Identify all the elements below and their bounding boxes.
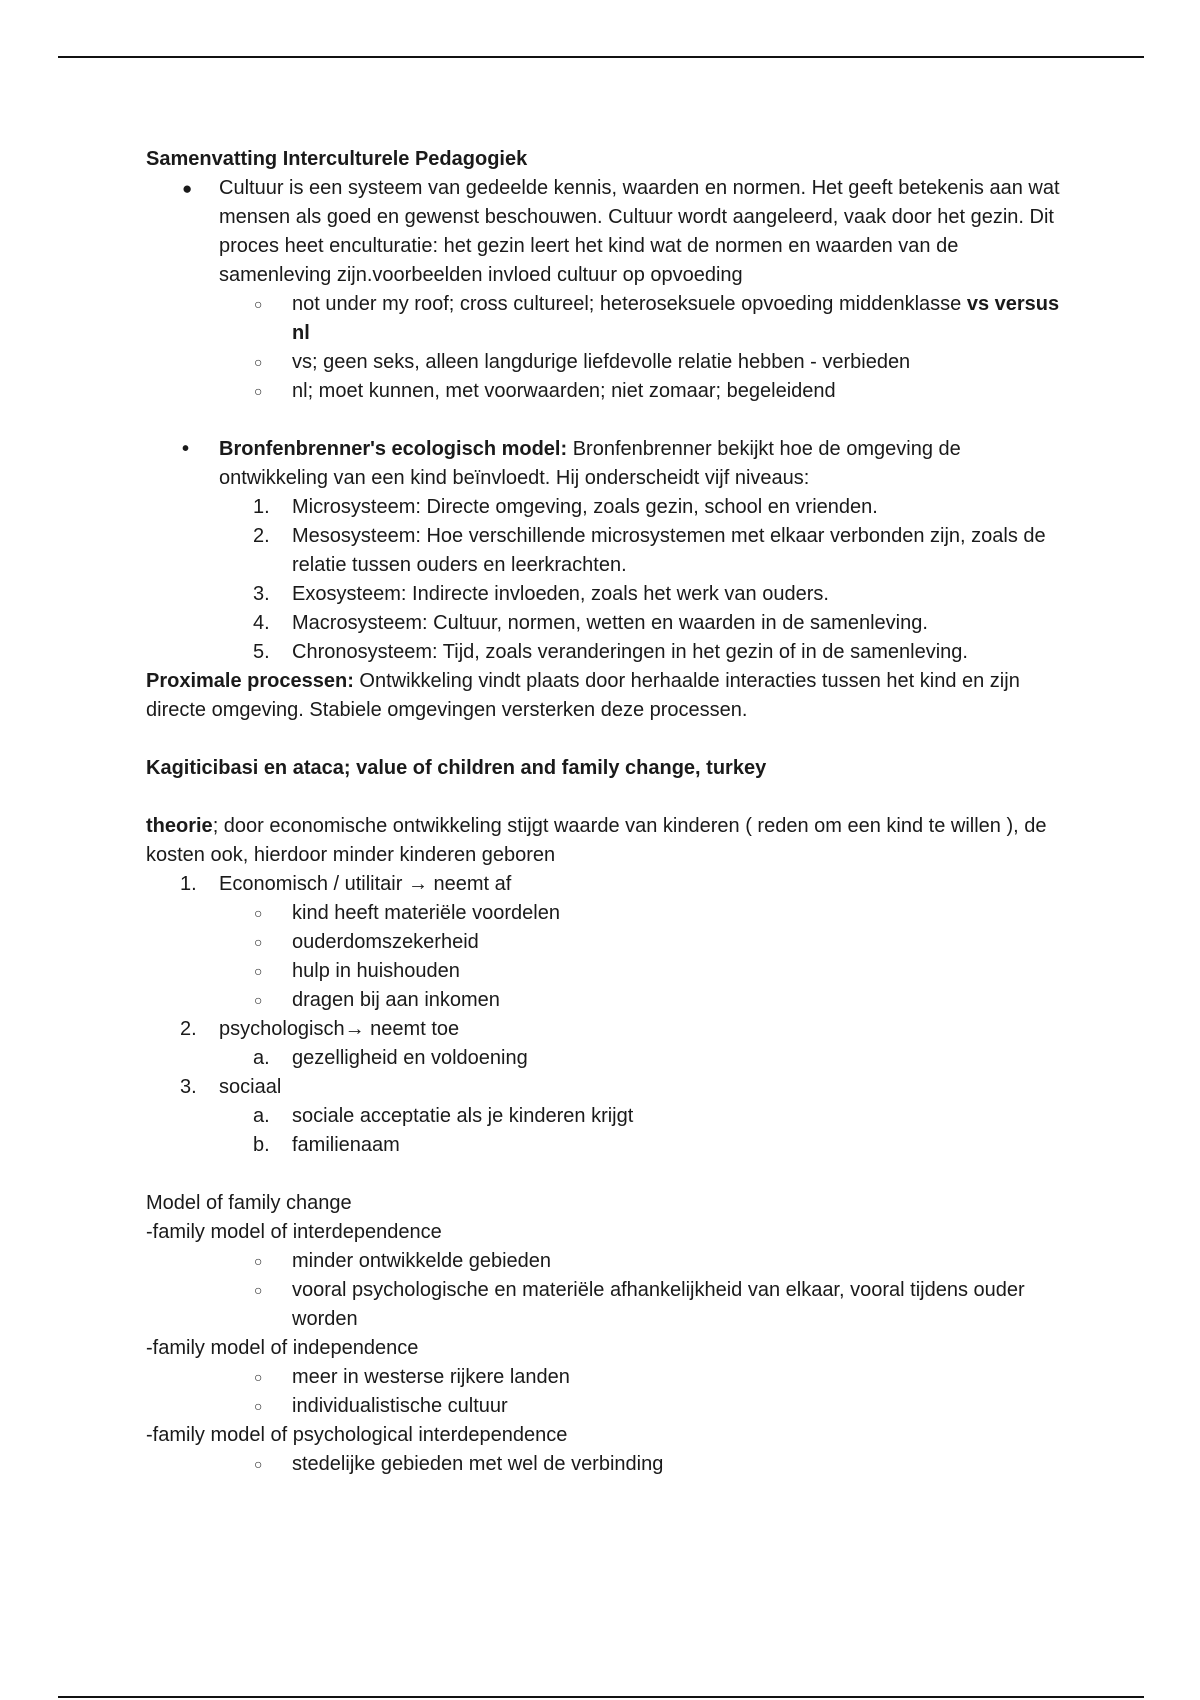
- document-title: Samenvatting Interculturele Pedagogiek: [146, 148, 528, 170]
- document-page: [146, 145, 1066, 1479]
- proximal-paragraph: [146, 667, 1066, 725]
- list-letter: a.: [253, 1047, 270, 1069]
- value-sub: sociale acceptatie als je kinderen krijgt: [292, 1105, 634, 1127]
- circle-bullet-icon: ○: [254, 354, 263, 370]
- circle-bullet-icon: ○: [254, 1282, 263, 1298]
- list-item: [146, 435, 1066, 493]
- theory-label: theorie: [146, 815, 213, 837]
- list-number: 1.: [253, 496, 270, 518]
- example-nl-text: nl; moet kunnen, met voorwaarden; niet zomaar; begeleidend: [292, 380, 836, 402]
- family-change-heading: Model of family change: [146, 1192, 352, 1214]
- list-item: [146, 609, 1066, 638]
- model-label: -family model of interdependence: [146, 1221, 442, 1243]
- value-label: Economisch / utilitair → neemt af: [219, 873, 512, 895]
- theory-paragraph: [146, 812, 1066, 870]
- list-item: [146, 522, 1066, 580]
- example-bold-text: vs versus nl: [292, 293, 1060, 344]
- top-rule: [58, 56, 1144, 58]
- model-sub: stedelijke gebieden met wel de verbinding: [292, 1453, 664, 1475]
- list-item: [146, 174, 1066, 290]
- bronfenbrenner-intro: Bronfenbrenner bekijkt hoe de omgeving de ontwikkeling van een kind beïnvloedt. Hij onderscheidt vijf niveaus:: [219, 438, 961, 489]
- model-sub: individualistische cultuur: [292, 1395, 508, 1417]
- list-item: [146, 1247, 1066, 1276]
- list-item: [146, 957, 1066, 986]
- list-item: [146, 899, 1066, 928]
- bottom-rule: [58, 1696, 1144, 1698]
- spacer: [146, 783, 1066, 812]
- small-bullet-icon: •: [182, 438, 190, 460]
- value-sub: familienaam: [292, 1134, 400, 1156]
- spacer: [146, 406, 1066, 435]
- list-item: [146, 377, 1066, 406]
- list-item: [146, 1102, 1066, 1131]
- list-item: [146, 1276, 1066, 1334]
- bronfenbrenner-heading: Bronfenbrenner's ecologisch model:: [219, 438, 568, 460]
- culture-definition: Cultuur is een systeem van gedeelde kennis, waarden en normen. Het geeft betekenis aan wat mensen als goed en gewenst beschouwen. Cultuur wordt aangeleerd, vaak door het gezin. Dit proces heet enculturatie: het gezin leert het kind wat de normen en waarden van de samenleving zijn.voorbeelden invloed cultuur op opvoeding: [219, 177, 1060, 286]
- circle-bullet-icon: ○: [254, 1398, 263, 1414]
- list-item: [146, 870, 1066, 899]
- value-sub: hulp in huishouden: [292, 960, 460, 982]
- list-item: [146, 493, 1066, 522]
- circle-bullet-icon: ○: [254, 992, 263, 1008]
- circle-bullet-icon: ○: [254, 296, 263, 312]
- list-item: [146, 1450, 1066, 1479]
- list-number: 3.: [253, 583, 270, 605]
- model-sub: meer in westerse rijkere landen: [292, 1366, 570, 1388]
- list-number: 4.: [253, 612, 270, 634]
- value-sub: ouderdomszekerheid: [292, 931, 479, 953]
- list-item: [146, 986, 1066, 1015]
- value-label: psychologisch→ neemt toe: [219, 1018, 460, 1040]
- spacer: [146, 725, 1066, 754]
- disc-bullet-icon: ●: [182, 179, 193, 198]
- list-number: 2.: [253, 525, 270, 547]
- value-label: sociaal: [219, 1076, 282, 1098]
- value-sub: gezelligheid en voldoening: [292, 1047, 528, 1069]
- list-letter: b.: [253, 1134, 270, 1156]
- model-sub: vooral psychologische en materiële afhankelijkheid van elkaar, vooral tijdens ouder worden: [292, 1279, 1025, 1330]
- example-vs-text: vs; geen seks, alleen langdurige liefdevolle relatie hebben - verbieden: [292, 351, 911, 373]
- list-item: [146, 1392, 1066, 1421]
- example-text: not under my roof; cross cultureel; heteroseksuele opvoeding middenklasse: [292, 293, 967, 315]
- list-number: 3.: [180, 1076, 197, 1098]
- value-sub: kind heeft materiële voordelen: [292, 902, 560, 924]
- list-item: [146, 1131, 1066, 1160]
- list-item: [146, 1363, 1066, 1392]
- level-text: Macrosysteem: Cultuur, normen, wetten en waarden in de samenleving.: [292, 612, 928, 634]
- proximal-text: Ontwikkeling vindt plaats door herhaalde interacties tussen het kind en zijn directe omgeving. Stabiele omgevingen versterken deze processen.: [146, 670, 1020, 721]
- list-item: [146, 348, 1066, 377]
- list-item: [146, 928, 1066, 957]
- circle-bullet-icon: ○: [254, 905, 263, 921]
- theory-text: ; door economische ontwikkeling stijgt waarde van kinderen ( reden om een kind te willen ), de kosten ook, hierdoor minder kinderen geboren: [146, 815, 1047, 866]
- level-text: Microsysteem: Directe omgeving, zoals gezin, school en vrienden.: [292, 496, 878, 518]
- circle-bullet-icon: ○: [254, 963, 263, 979]
- list-item: [146, 290, 1066, 348]
- list-letter: a.: [253, 1105, 270, 1127]
- value-sub: dragen bij aan inkomen: [292, 989, 500, 1011]
- model-sub: minder ontwikkelde gebieden: [292, 1250, 552, 1272]
- level-text: Mesosysteem: Hoe verschillende microsystemen met elkaar verbonden zijn, zoals de relatie tussen ouders en leerkrachten.: [292, 525, 1046, 576]
- list-number: 5.: [253, 641, 270, 663]
- circle-bullet-icon: ○: [254, 1253, 263, 1269]
- list-item: [146, 580, 1066, 609]
- model-label: -family model of psychological interdependence: [146, 1424, 568, 1446]
- circle-bullet-icon: ○: [254, 1369, 263, 1385]
- spacer: [146, 1160, 1066, 1189]
- proximal-label: Proximale processen:: [146, 670, 354, 692]
- circle-bullet-icon: ○: [254, 934, 263, 950]
- list-item: [146, 1015, 1066, 1044]
- level-text: Exosysteem: Indirecte invloeden, zoals het werk van ouders.: [292, 583, 829, 605]
- level-text: Chronosysteem: Tijd, zoals veranderingen in het gezin of in de samenleving.: [292, 641, 968, 663]
- list-item: [146, 1073, 1066, 1102]
- list-item: [146, 638, 1066, 667]
- model-label: -family model of independence: [146, 1337, 419, 1359]
- list-item: [146, 1044, 1066, 1073]
- list-number: 1.: [180, 873, 197, 895]
- circle-bullet-icon: ○: [254, 383, 263, 399]
- circle-bullet-icon: ○: [254, 1456, 263, 1472]
- list-number: 2.: [180, 1018, 197, 1040]
- section-heading: Kagiticibasi en ataca; value of children and family change, turkey: [146, 757, 767, 779]
